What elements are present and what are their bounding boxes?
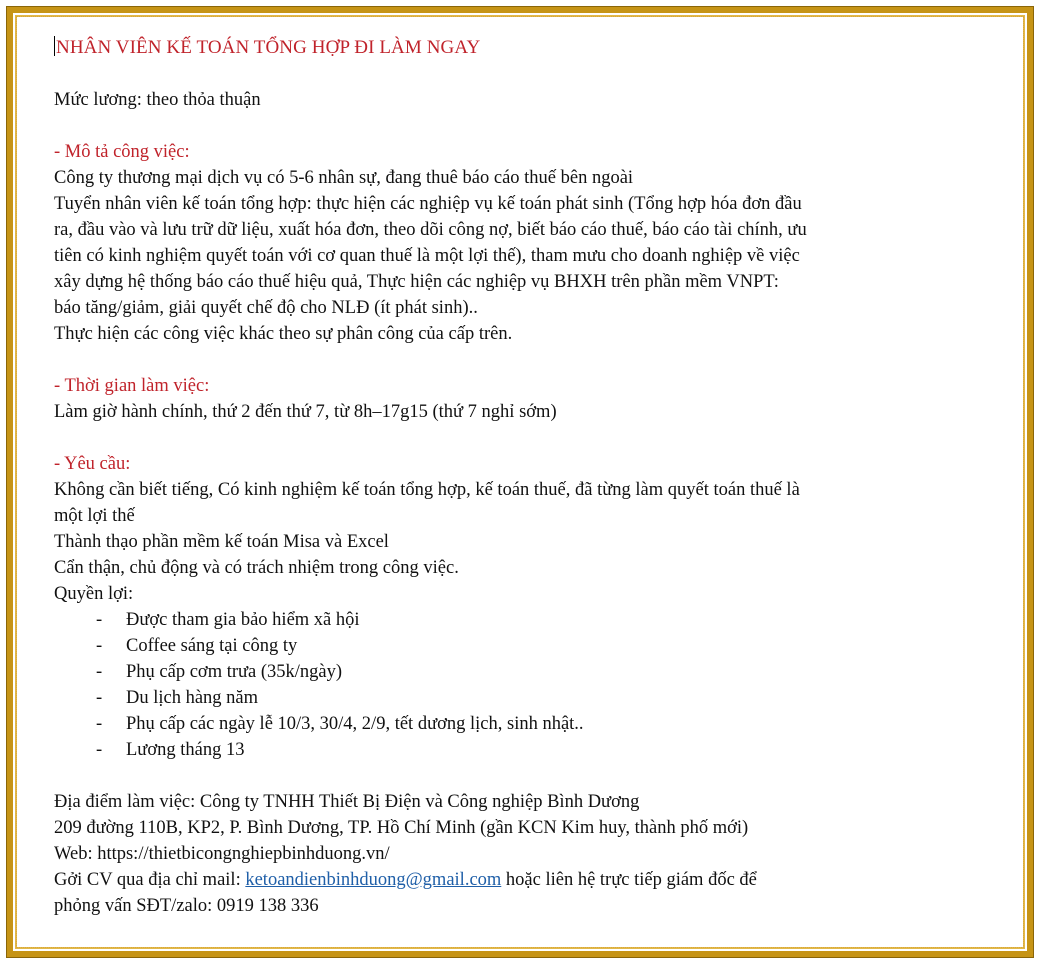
benefit-item: - Phụ cấp cơm trưa (35k/ngày): [54, 659, 994, 685]
cv-prefix: Gởi CV qua địa chỉ mail:: [54, 870, 246, 890]
benefits-heading: Quyền lợi:: [54, 584, 134, 604]
cv-email-line: [54, 867, 994, 893]
website-line: Web: https://thietbicongnghiepbinhduong.vn/: [54, 844, 390, 864]
requirement-line: Cẩn thận, chủ động và có trách nhiệm trong công việc.: [54, 558, 459, 578]
address-line: 209 đường 110B, KP2, P. Bình Dương, TP. Hồ Chí Minh (gần KCN Kim huy, thành phố mới): [54, 818, 749, 838]
job-description-line: xây dựng hệ thống báo cáo thuế hiệu quả, Thực hiện các nghiệp vụ BHXH trên phần mềm VNPT:: [54, 272, 779, 292]
job-description-line: tiên có kinh nghiệm quyết toán với cơ quan thuế là một lợi thế), tham mưu cho doanh nghiệp về việc: [54, 246, 800, 266]
job-title: NHÂN VIÊN KẾ TOÁN TỔNG HỢP ĐI LÀM NGAY: [56, 37, 481, 58]
job-description-heading: - Mô tả công việc:: [54, 142, 190, 162]
salary-line: Mức lương: theo thỏa thuận: [54, 90, 261, 110]
cv-suffix: hoặc liên hệ trực tiếp giám đốc để: [501, 870, 757, 890]
job-posting-document: [54, 35, 994, 919]
location-line: Địa điểm làm việc: Công ty TNHH Thiết Bị Điện và Công nghiệp Bình Dương: [54, 792, 640, 812]
requirement-line: một lợi thế: [54, 506, 135, 526]
email-link[interactable]: ketoandienbinhduong@gmail.com: [245, 870, 502, 890]
decorative-gold-frame: [6, 6, 1034, 958]
requirement-line: Không cần biết tiếng, Có kinh nghiệm kế toán tổng hợp, kế toán thuế, đã từng làm quyết toán thuế là: [54, 480, 800, 500]
job-description-line: báo tăng/giảm, giải quyết chế độ cho NLĐ (ít phát sinh)..: [54, 298, 478, 318]
benefit-item: - Coffee sáng tại công ty: [54, 633, 994, 659]
benefit-item: - Phụ cấp các ngày lễ 10/3, 30/4, 2/9, tết dương lịch, sinh nhật..: [54, 711, 994, 737]
benefit-item: - Được tham gia bảo hiểm xã hội: [54, 607, 994, 633]
job-description-line: Tuyển nhân viên kế toán tổng hợp: thực hiện các nghiệp vụ kế toán phát sinh (Tổng hợp hóa đơn đầu: [54, 194, 802, 214]
interview-phone-line: phỏng vấn SĐT/zalo: 0919 138 336: [54, 896, 319, 916]
working-time-line: Làm giờ hành chính, thứ 2 đến thứ 7, từ 8h–17g15 (thứ 7 nghỉ sớm): [54, 402, 557, 422]
working-time-heading: - Thời gian làm việc:: [54, 376, 210, 396]
job-description-line: ra, đầu vào và lưu trữ dữ liệu, xuất hóa đơn, theo dõi công nợ, biết báo cáo thuế, báo cáo tài chính, ưu: [54, 220, 807, 240]
text-cursor: [54, 36, 55, 56]
benefits-list: [54, 607, 994, 763]
requirement-line: Thành thạo phần mềm kế toán Misa và Excel: [54, 532, 389, 552]
job-description-line: Thực hiện các công việc khác theo sự phân công của cấp trên.: [54, 324, 513, 344]
benefit-item: - Du lịch hàng năm: [54, 685, 994, 711]
requirements-heading: - Yêu cầu:: [54, 454, 131, 474]
job-description-line: Công ty thương mại dịch vụ có 5-6 nhân sự, đang thuê báo cáo thuế bên ngoài: [54, 168, 634, 188]
benefit-item: - Lương tháng 13: [54, 737, 994, 763]
